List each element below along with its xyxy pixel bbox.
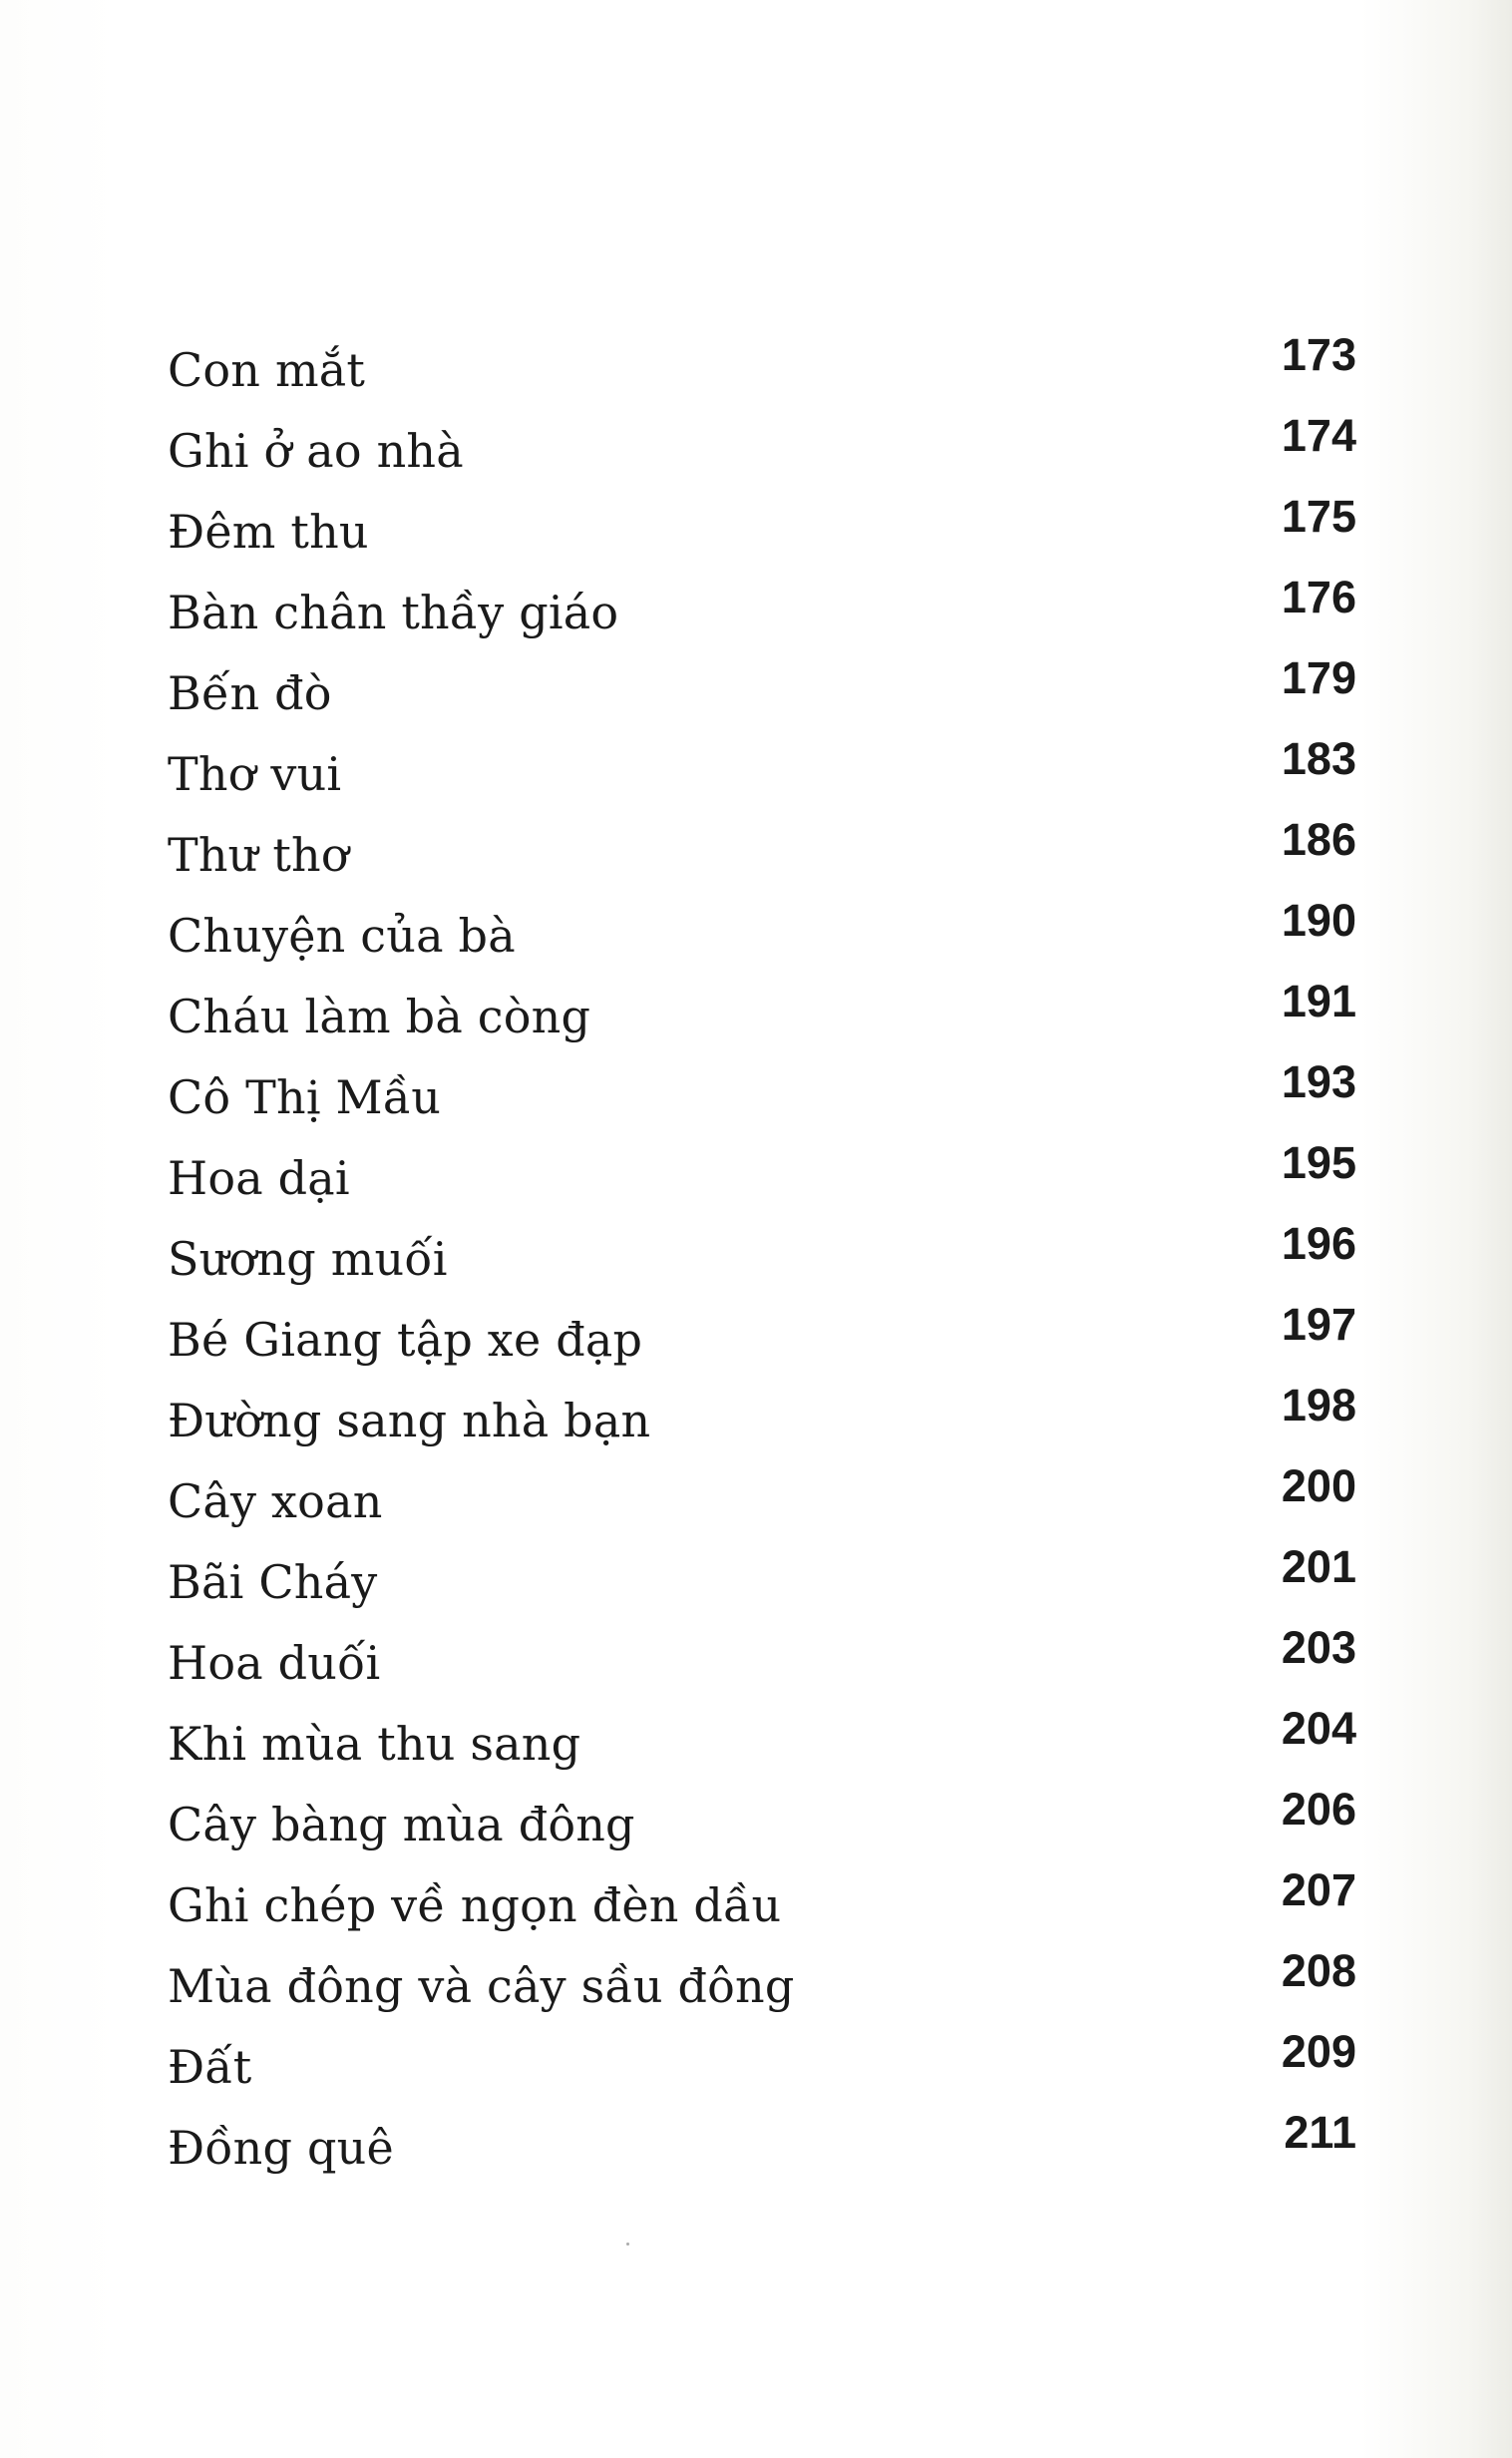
toc-entry [160, 1703, 1356, 1784]
toc-entry-title: Bé Giang tập xe đạp [168, 1313, 643, 1367]
toc-entry-title: Cô Thị Mầu [168, 1070, 442, 1124]
toc-entry-title: Đất [168, 2040, 252, 2094]
toc-entry-page-number: 191 [1281, 976, 1356, 1026]
toc-entry-title: Thư thơ [168, 828, 349, 882]
toc-entry-page-number: 208 [1281, 1945, 1356, 1996]
toc-entry [160, 1541, 1356, 1622]
toc-entry-page-number: 175 [1281, 491, 1356, 542]
toc-entry-title: Cây xoan [168, 1474, 383, 1528]
toc-entry-page-number: 211 [1284, 2107, 1356, 2158]
toc-entry-title: Sương muối [168, 1232, 448, 1286]
toc-entry-title: Bến đò [168, 666, 332, 720]
toc-entry [160, 652, 1356, 733]
toc-entry [160, 572, 1356, 652]
toc-entry-page-number: 206 [1281, 1784, 1356, 1835]
toc-entry [160, 733, 1356, 814]
toc-entry [160, 1945, 1356, 2026]
toc-entry-page-number: 201 [1281, 1541, 1356, 1592]
toc-entry [160, 2026, 1356, 2107]
print-speck [626, 2243, 629, 2246]
toc-entry [160, 2107, 1356, 2188]
toc-entry [160, 410, 1356, 491]
toc-entry-page-number: 193 [1281, 1056, 1356, 1107]
toc-entry-title: Chuyện của bà [168, 909, 516, 963]
toc-entry [160, 1864, 1356, 1945]
toc-entry [160, 1622, 1356, 1703]
toc-entry-page-number: 200 [1281, 1460, 1356, 1511]
toc-entry-page-number: 176 [1281, 572, 1356, 622]
toc-entry [160, 976, 1356, 1056]
toc-entry-page-number: 196 [1281, 1218, 1356, 1269]
toc-entry-title: Khi mùa thu sang [168, 1717, 581, 1771]
toc-entry [160, 491, 1356, 572]
toc-entry-title: Ghi ở ao nhà [168, 424, 464, 478]
toc-entry-page-number: 204 [1281, 1703, 1356, 1754]
toc-entry-page-number: 190 [1281, 895, 1356, 946]
toc-entry-page-number: 195 [1281, 1137, 1356, 1188]
toc-entry-page-number: 174 [1281, 410, 1356, 461]
toc-entry [160, 1137, 1356, 1218]
toc-entry-title: Đồng quê [168, 2121, 394, 2175]
toc-entry [160, 1218, 1356, 1299]
toc-entry-page-number: 186 [1281, 814, 1356, 865]
toc-entry-title: Đường sang nhà bạn [168, 1394, 651, 1447]
toc-entry-page-number: 207 [1281, 1864, 1356, 1915]
toc-entry-title: Hoa dại [168, 1151, 350, 1205]
toc-entry [160, 1784, 1356, 1864]
toc-entry-page-number: 209 [1281, 2026, 1356, 2077]
toc-entry [160, 814, 1356, 895]
toc-entry-title: Bãi Cháy [168, 1555, 378, 1609]
toc-entry [160, 1056, 1356, 1137]
toc-entry-page-number: 197 [1281, 1299, 1356, 1350]
toc-entry [160, 1460, 1356, 1541]
toc-entry-page-number: 198 [1281, 1380, 1356, 1431]
toc-entry-page-number: 179 [1281, 652, 1356, 703]
toc-entry-page-number: 183 [1281, 733, 1356, 784]
toc-entry [160, 1380, 1356, 1460]
toc-entry [160, 895, 1356, 976]
toc-entry-title: Hoa duối [168, 1636, 381, 1690]
toc-entry-title: Ghi chép về ngọn đèn dầu [168, 1878, 782, 1932]
toc-entry-title: Con mắt [168, 343, 366, 397]
toc-entry-title: Cây bàng mùa đông [168, 1798, 635, 1851]
toc-entry [160, 329, 1356, 410]
toc-entry-title: Đêm thu [168, 505, 369, 559]
toc-entry [160, 1299, 1356, 1380]
toc-entry-title: Mùa đông và cây sầu đông [168, 1959, 795, 2013]
toc-entry-title: Bàn chân thầy giáo [168, 586, 619, 639]
toc-entry-page-number: 203 [1281, 1622, 1356, 1673]
toc-entry-page-number: 173 [1281, 329, 1356, 380]
toc-entry-title: Thơ vui [168, 747, 342, 801]
table-of-contents [160, 329, 1356, 2188]
toc-entry-title: Cháu làm bà còng [168, 990, 591, 1043]
